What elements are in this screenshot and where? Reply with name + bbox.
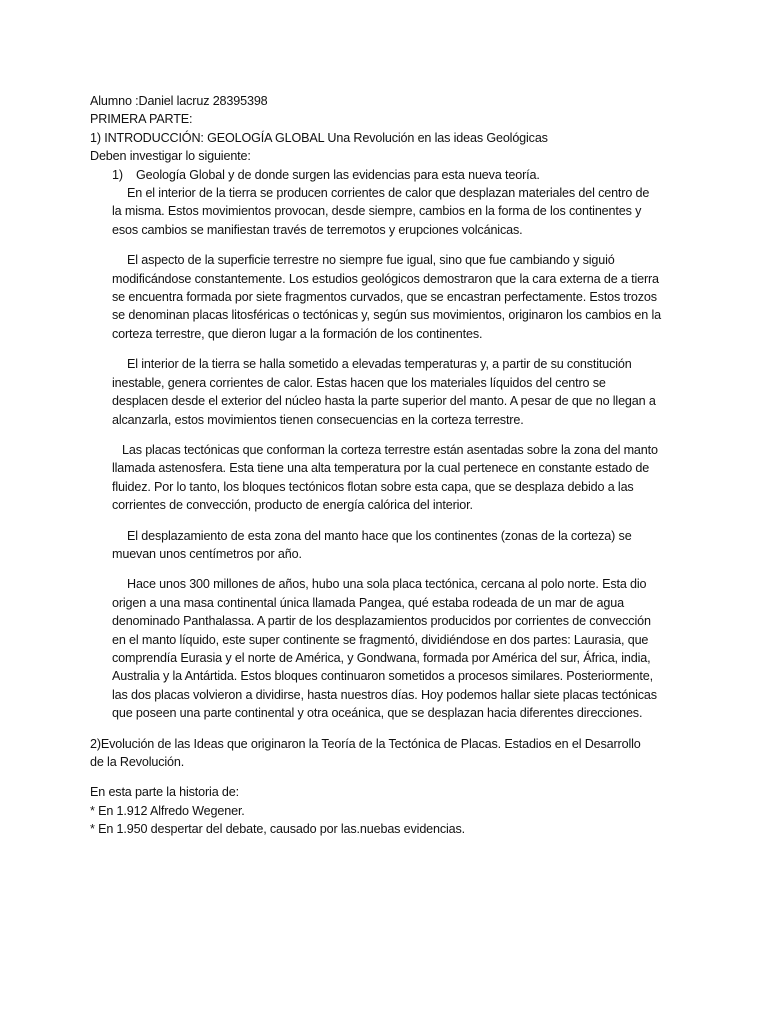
paragraph-line: las dos placas volvieron a dividirse, hasta nuestros días. Hoy podemos hallar siete placas tectónicas: [112, 687, 657, 702]
paragraph-6: [90, 575, 680, 722]
instructions-line: Deben investigar lo siguiente:: [90, 149, 251, 164]
paragraph-1: [90, 184, 680, 239]
paragraph-line: alcanzarla, estos movimientos tienen consecuencias en la corteza terrestre.: [112, 412, 524, 427]
paragraph-line: esos cambios se manifiestan través de terremotos y erupciones volcánicas.: [112, 222, 523, 237]
document-page: [90, 92, 680, 839]
item-text: Geología Global y de donde surgen las evidencias para esta nueva teoría.: [136, 167, 540, 182]
paragraph-line: Las placas tectónicas que conforman la corteza terrestre están asentadas sobre la zona del manto: [122, 442, 658, 457]
paragraph-line: corrientes de convección, producto de energía calórica del interior.: [112, 498, 473, 513]
section-heading-line: 2)Evolución de las Ideas que originaron la Teoría de la Tectónica de Placas. Estadios en el Desarrollo: [90, 736, 641, 751]
paragraph-line: llamada astenosfera. Esta tiene una alta temperatura por la cual pertenece en constante estado de: [112, 461, 650, 476]
paragraph-line: corteza terrestre, que dieron lugar a la formación de los continentes.: [112, 326, 483, 341]
paragraph-line: En el interior de la tierra se producen corrientes de calor que desplazan materiales del centro de: [127, 186, 650, 201]
item-number: 1): [112, 167, 123, 182]
paragraph-5: [90, 527, 680, 564]
student-line: Alumno :Daniel lacruz 28395398: [90, 94, 268, 108]
paragraph-line: Hace unos 300 millones de años, hubo una sola placa tectónica, cercana al polo norte. Esta dio: [127, 577, 647, 592]
paragraph-line: desplacen desde el exterior del núcleo hasta la parte superior del manto. A pesar de que no llegan a: [112, 394, 656, 409]
paragraph-2: [90, 251, 680, 343]
bullet-item: * En 1.950 despertar del debate, causado por las.nuebas evidencias.: [90, 822, 466, 837]
paragraph-line: se encuentra formada por siete fragmentos curvados, que se encastran perfectamente. Estos trozos: [112, 290, 657, 305]
numbered-item-1: [90, 166, 680, 184]
paragraph-line: que poseen una parte continental y otra oceánica, que se desplazan hacia diferentes direcciones.: [112, 706, 643, 721]
paragraph-line: Australia y la Antártida. Estos bloques continuaron sometidos a procesos similares. Posteriormente,: [112, 669, 653, 684]
bullet-item: * En 1.912 Alfredo Wegener.: [90, 803, 245, 818]
paragraph-line: origen a una masa continental única llamada Pangea, qué estaba rodeada de un mar de agua: [112, 595, 624, 610]
paragraph-3: [90, 355, 680, 429]
paragraph-line: se denominan placas litosféricas o tectónicas y, según sus movimientos, originaron los cambios en la: [112, 308, 661, 323]
paragraph-line: inestable, genera corrientes de calor. Estas hacen que los materiales líquidos del centro se: [112, 375, 606, 390]
intro-heading: 1) INTRODUCCIÓN: GEOLOGÍA GLOBAL Una Revolución en las ideas Geológicas: [90, 130, 548, 145]
paragraph-line: comprendía Eurasia y el norte de América, y Gondwana, formada por América del sur, África, india,: [112, 650, 651, 665]
paragraph-line: El aspecto de la superficie terrestre no siempre fue igual, sino que fue cambiando y siguió: [127, 253, 615, 268]
part-heading: PRIMERA PARTE:: [90, 112, 193, 127]
section-2-heading: [90, 735, 680, 772]
paragraph-line: modificándose constantemente. Los estudios geológicos demostraron que la cara externa de a tierra: [112, 271, 659, 286]
paragraph-line: El interior de la tierra se halla sometido a elevadas temperaturas y, a partir de su constitución: [127, 357, 632, 372]
paragraph-4: [90, 441, 680, 515]
section-heading-line: de la Revolución.: [90, 755, 185, 769]
paragraph-line: en el manto líquido, este super continente se fragmentó, dividiéndose en dos partes: Laurasia, que: [112, 632, 649, 647]
paragraph-line: la misma. Estos movimientos provocan, desde siempre, cambios en la forma de los continentes y: [112, 204, 642, 219]
paragraph-line: denominado Panthalassa. A partir de los desplazamientos producidos por corrientes de convección: [112, 614, 651, 629]
paragraph-line: fluidez. Por lo tanto, los bloques tectónicos flotan sobre esta capa, que se desplaza debido a las: [112, 479, 634, 494]
paragraph-line: El desplazamiento de esta zona del manto hace que los continentes (zonas de la corteza) se: [127, 528, 632, 543]
paragraph-line: muevan unos centímetros por año.: [112, 546, 302, 561]
history-intro: En esta parte la historia de:: [90, 785, 239, 800]
